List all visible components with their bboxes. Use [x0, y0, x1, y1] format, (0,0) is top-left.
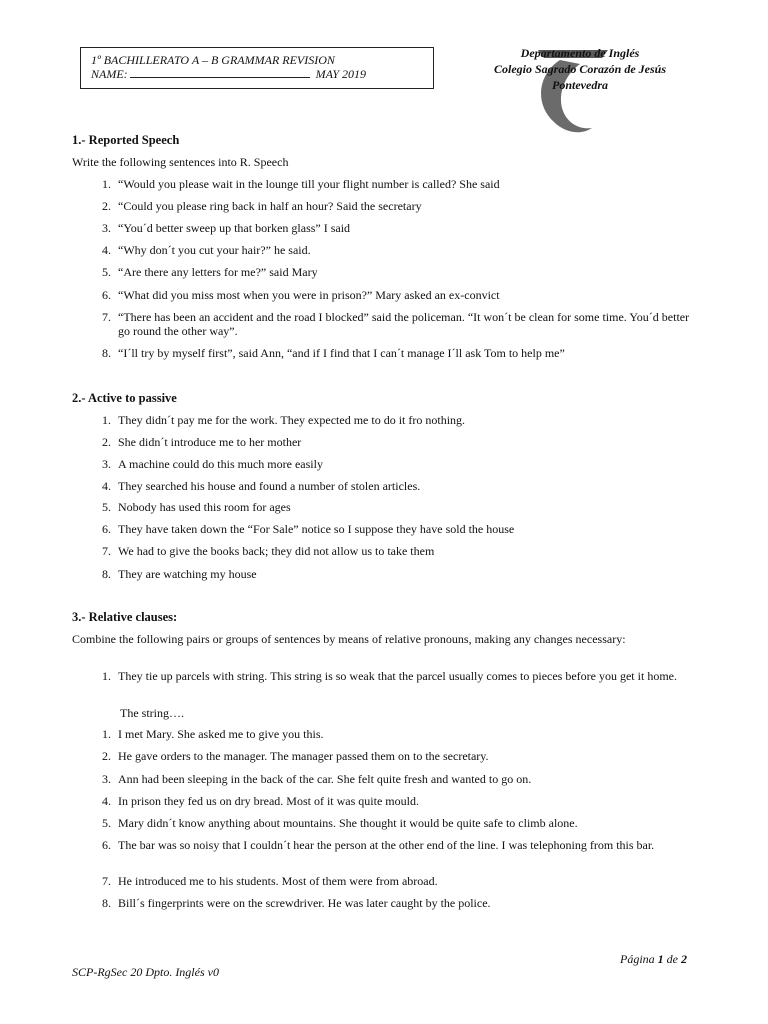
list-item: 5. Nobody has used this room for ages [102, 500, 291, 514]
list-item: 4. “Why don´t you cut your hair?” he said. [102, 243, 311, 257]
name-label: NAME: [91, 67, 128, 81]
list-item: 8. Bill´s fingerprints were on the screwdriver. He was later caught by the police. [102, 896, 491, 910]
list-item: 8. “I´ll try by myself first”, said Ann, “and if I find that I can´t manage I´ll ask Tom to help me” [102, 346, 565, 360]
header-box [80, 47, 434, 89]
list-item: 3. Ann had been sleeping in the back of the car. She felt quite fresh and wanted to go on. [102, 772, 532, 786]
section-3-title: 3.- Relative clauses: [72, 610, 178, 624]
page-number: Página 1 de 2 [620, 952, 687, 966]
list-item: 6. They have taken down the “For Sale” notice so I suppose they have sold the house [102, 522, 515, 536]
list-item: 1. I met Mary. She asked me to give you this. [102, 727, 324, 741]
list-item: 5. Mary didn´t know anything about mountains. She thought it would be quite safe to climb alone. [102, 816, 578, 830]
list-item: 8. They are watching my house [102, 567, 257, 581]
list-item: 1. “Would you please wait in the lounge till your flight number is called? She said [102, 177, 500, 191]
section-3-instruction: Combine the following pairs or groups of sentences by means of relative pronouns, making any changes necessary: [72, 632, 626, 646]
course-title: 1º BACHILLERATO A – B GRAMMAR REVISION [91, 53, 335, 67]
list-item: 2. He gave orders to the manager. The manager passed them on to the secretary. [102, 749, 489, 763]
school-name: Colegio Sagrado Corazón de Jesús [493, 62, 667, 76]
section-1-instruction: Write the following sentences into R. Speech [72, 155, 289, 169]
department-name: Departamento de Inglés [520, 46, 640, 60]
list-item: 2. She didn´t introduce me to her mother [102, 435, 302, 449]
document-code: SCP-RgSec 20 Dpto. Inglés v0 [72, 965, 219, 979]
list-item: 6. The bar was so noisy that I couldn´t hear the person at the other end of the line. I was telephoning from this bar. [102, 838, 655, 852]
list-item: 1. They didn´t pay me for the work. They expected me to do it fro nothing. [102, 413, 466, 427]
list-item: 4. They searched his house and found a number of stolen articles. [102, 479, 421, 493]
list-item: 3. A machine could do this much more easily [102, 457, 323, 471]
list-item: 3. “You´d better sweep up that borken glass” I said [102, 221, 351, 235]
school-city: Pontevedra [552, 78, 608, 92]
example-start: The string…. [120, 706, 184, 720]
section-1-title: 1.- Reported Speech [72, 133, 180, 147]
list-item: 2. “Could you please ring back in half an hour? Said the secretary [102, 199, 422, 213]
name-blank [130, 67, 310, 78]
list-item: 7. He introduced me to his students. Most of them were from abroad. [102, 874, 438, 888]
list-item: 4. In prison they fed us on dry bread. Most of it was quite mould. [102, 794, 419, 808]
example-item: 1. They tie up parcels with string. This string is so weak that the parcel usually comes to pieces before you get it home. [102, 669, 677, 683]
list-item: 7. We had to give the books back; they did not allow us to take them [102, 544, 435, 558]
section-2-title: 2.- Active to passive [72, 391, 177, 405]
list-item: 6. “What did you miss most when you were in prison?” Mary asked an ex-convict [102, 288, 500, 302]
list-item: 7. “There has been an accident and the road I blocked” said the policeman. “It won´t be clean for some time. You´d better go round the other way”. [102, 310, 690, 338]
name-line [91, 67, 433, 81]
list-item: 5. “Are there any letters for me?” said Mary [102, 265, 318, 279]
exam-date: MAY 2019 [315, 67, 366, 81]
school-info [470, 45, 690, 93]
